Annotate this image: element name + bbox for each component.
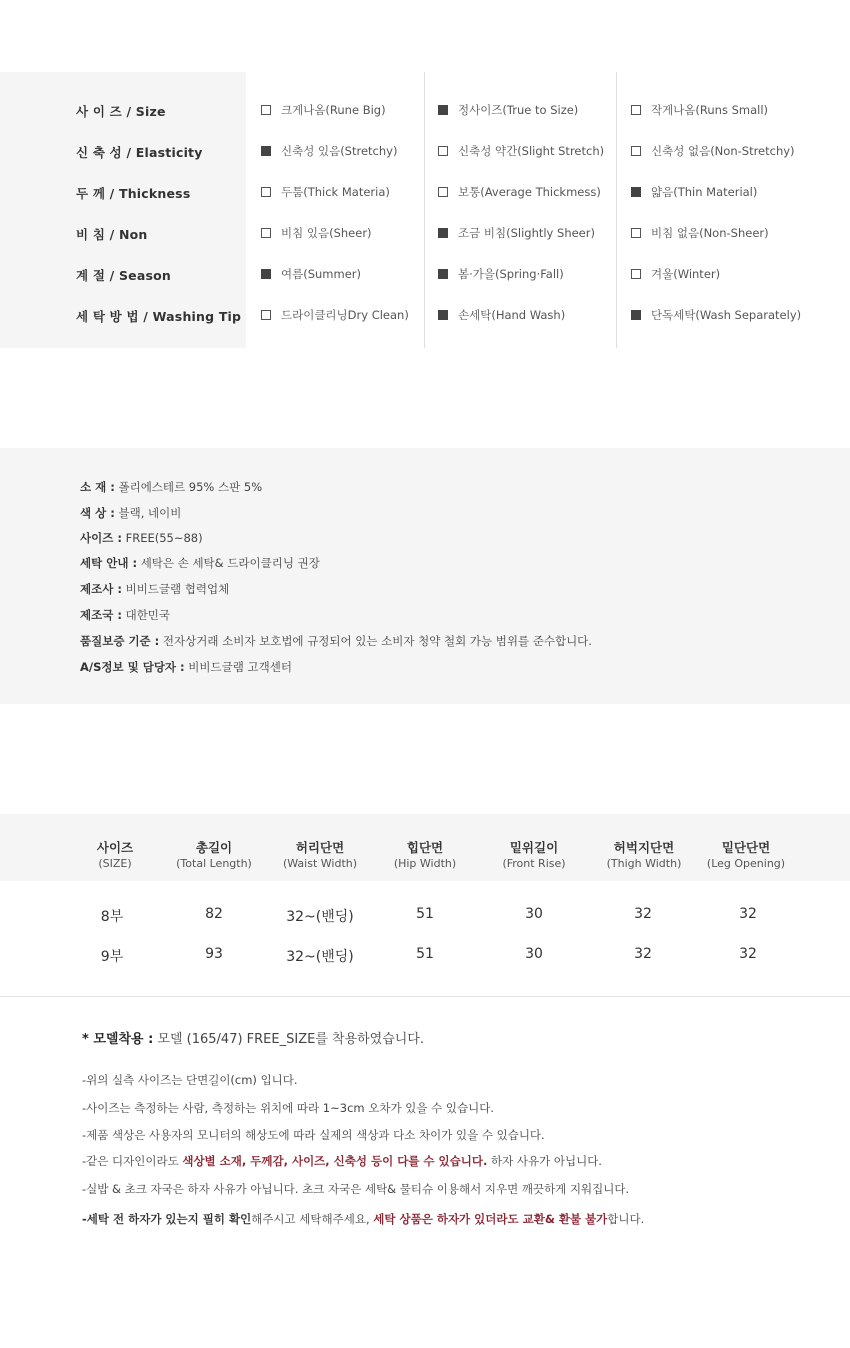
info-key: 세탁 안내 :: [80, 556, 138, 570]
table-cell: 93: [205, 946, 223, 962]
feature-row-thickness: [0, 182, 850, 202]
checkbox-icon: [438, 146, 448, 156]
model-wearing-note: [82, 1028, 424, 1047]
divider: [0, 996, 850, 997]
info-key: 색 상 :: [80, 506, 115, 520]
option-label: 작게나옴(Runs Small): [651, 103, 769, 117]
checkbox-icon: [631, 146, 641, 156]
feature-option: [631, 184, 757, 200]
header-ko: 밑위길이: [509, 840, 559, 855]
feature-option: [438, 102, 578, 118]
info-manufacturer: [80, 581, 229, 597]
checkbox-icon: [261, 269, 271, 279]
checkbox-icon: [631, 187, 641, 197]
info-as-contact: [80, 659, 292, 675]
column-header: [260, 838, 380, 870]
option-label: 단독세탁(Wash Separately): [651, 308, 802, 322]
header-en: (Leg Opening): [706, 857, 786, 870]
table-cell: 8부: [100, 909, 124, 925]
checkbox-icon: [438, 269, 448, 279]
feature-option: [438, 307, 565, 323]
column-header: [474, 838, 594, 870]
note-highlight: 세탁 상품은 하자가 있더라도 교환& 환불 불가: [373, 1212, 608, 1226]
feature-label: 신 축 성 / Elasticity: [76, 145, 203, 160]
table-cell: 32: [739, 946, 757, 962]
info-value: 전자상거래 소비자 보호법에 규정되어 있는 소비자 청약 철회 가능 범위를 준수합니다.: [159, 634, 592, 648]
info-quality-guarantee: [80, 633, 592, 649]
feature-option: [261, 102, 386, 118]
checkbox-icon: [631, 105, 641, 115]
checkbox-icon: [261, 310, 271, 320]
table-row: [0, 946, 850, 966]
feature-row-season: [0, 264, 850, 284]
table-cell: 32: [634, 906, 652, 922]
table-cell: 30: [525, 906, 543, 922]
header-ko: 허리단면: [295, 840, 345, 855]
info-wash-guide: [80, 555, 320, 571]
model-key: * 모델착용 :: [82, 1032, 154, 1047]
info-key: 사이즈 :: [80, 531, 122, 545]
header-ko: 사이즈: [96, 840, 134, 855]
info-value: 비비드글램 고객센터: [184, 660, 292, 674]
info-value: 세탁은 손 세탁& 드라이클리닝 권장: [137, 556, 320, 570]
feature-option: [261, 143, 397, 159]
option-label: 봄·가을(Spring·Fall): [458, 267, 564, 281]
note-bold: -세탁 전 하자가 있는지 필히 확인: [82, 1212, 252, 1226]
checkbox-icon: [438, 187, 448, 197]
feature-option: [261, 266, 361, 282]
note-variation: [82, 1153, 602, 1169]
option-label: 크게나옴(Rune Big): [281, 103, 386, 117]
info-key: 품질보증 기준 :: [80, 634, 160, 648]
info-value: FREE(55~88): [121, 531, 203, 545]
note-text: 하자 사유가 아닙니다.: [487, 1154, 602, 1168]
header-en: (Waist Width): [282, 857, 358, 870]
checkbox-icon: [261, 228, 271, 238]
option-label: 신축성 있음(Stretchy): [281, 144, 398, 158]
feature-option: [631, 225, 769, 241]
size-table-header: [0, 814, 850, 881]
checkbox-icon: [261, 146, 271, 156]
column-header: [686, 838, 806, 870]
feature-option: [438, 184, 601, 200]
checkbox-icon: [438, 228, 448, 238]
checkbox-icon: [261, 187, 271, 197]
note-highlight: 색상별 소재, 두께감, 사이즈, 신축성 등이 다를 수 있습니다.: [182, 1154, 488, 1168]
note-chalk: -실밥 & 초크 자국은 하자 사유가 아닙니다. 초크 자국은 세탁& 물티슈 이용해서 지우면 깨끗하게 지워집니다.: [82, 1182, 630, 1196]
info-key: 소 재 :: [80, 480, 115, 494]
feature-label: 세 탁 방 법 / Washing Tip: [76, 309, 242, 324]
checkbox-icon: [261, 105, 271, 115]
table-cell: 32: [634, 946, 652, 962]
feature-option: [631, 102, 768, 118]
note-text: 합니다.: [607, 1212, 645, 1226]
product-info-box: [0, 448, 850, 704]
table-cell: 32~(밴딩): [286, 909, 354, 925]
table-cell: 32~(밴딩): [286, 949, 354, 965]
checkbox-icon: [631, 310, 641, 320]
info-size: [80, 530, 203, 546]
info-value: 대한민국: [121, 608, 171, 622]
info-country: [80, 607, 170, 623]
option-label: 손세탁(Hand Wash): [458, 308, 566, 322]
checkbox-icon: [438, 105, 448, 115]
checkbox-icon: [438, 310, 448, 320]
feature-option: [438, 143, 604, 159]
feature-label: 비 침 / Non: [76, 227, 148, 242]
feature-option: [631, 143, 795, 159]
checkbox-icon: [631, 269, 641, 279]
note-wash-policy: [82, 1211, 644, 1227]
option-label: 신축성 없음(Non-Stretchy): [651, 144, 795, 158]
feature-option: [631, 266, 720, 282]
feature-label: 두 께 / Thickness: [76, 186, 191, 201]
feature-option: [261, 184, 390, 200]
option-label: 비침 없음(Non-Sheer): [651, 226, 769, 240]
header-ko: 밑단단면: [721, 840, 771, 855]
checkbox-icon: [631, 228, 641, 238]
feature-option: [438, 225, 595, 241]
feature-option: [261, 225, 372, 241]
feature-option: [261, 307, 409, 323]
feature-row-washing: [0, 305, 850, 325]
info-material: [80, 479, 262, 495]
table-cell: 32: [739, 906, 757, 922]
option-label: 두툼(Thick Materia): [281, 185, 390, 199]
feature-row-sheer: [0, 223, 850, 243]
feature-option: [631, 307, 801, 323]
feature-check-table: [0, 72, 850, 348]
header-en: (Front Rise): [502, 857, 566, 870]
feature-row-size: [0, 100, 850, 120]
option-label: 겨울(Winter): [651, 267, 721, 281]
feature-label: 사 이 즈 / Size: [76, 104, 166, 119]
info-key: A/S정보 및 담당자 :: [80, 660, 185, 674]
header-en: (Hip Width): [393, 857, 457, 870]
option-label: 조금 비침(Slightly Sheer): [458, 226, 595, 240]
column-header: [365, 838, 485, 870]
header-ko: 힙단면: [406, 840, 444, 855]
table-cell: 51: [416, 946, 434, 962]
info-key: 제조사 :: [80, 582, 122, 596]
model-value: 모델 (165/47) FREE_SIZE를 착용하였습니다.: [153, 1032, 425, 1047]
table-cell: 30: [525, 946, 543, 962]
info-key: 제조국 :: [80, 608, 122, 622]
table-row: [0, 906, 850, 926]
option-label: 드라이클리닝Dry Clean): [281, 308, 409, 322]
header-en: (Total Length): [176, 857, 252, 870]
table-cell: 82: [205, 906, 223, 922]
feature-row-elasticity: [0, 141, 850, 161]
note-text: 해주시고 세탁해주세요,: [251, 1212, 374, 1226]
option-label: 보통(Average Thickmess): [458, 185, 601, 199]
note-color: -제품 색상은 사용자의 모니터의 해상도에 따라 실제의 색상과 다소 차이가 있을 수 있습니다.: [82, 1128, 545, 1142]
option-label: 정사이즈(True to Size): [458, 103, 579, 117]
info-color: [80, 505, 181, 521]
info-value: 폴리에스테르 95% 스판 5%: [114, 480, 263, 494]
option-label: 얇음(Thin Material): [651, 185, 758, 199]
option-label: 신축성 약간(Slight Stretch): [458, 144, 605, 158]
info-value: 비비드글램 협력업체: [121, 582, 230, 596]
feature-option: [438, 266, 564, 282]
option-label: 비침 있음(Sheer): [281, 226, 372, 240]
header-en: (Thigh Width): [606, 857, 682, 870]
header-en: (SIZE): [98, 857, 132, 870]
option-label: 여름(Summer): [281, 267, 361, 281]
note-text: -같은 디자인이라도: [82, 1154, 183, 1168]
column-header: [154, 838, 274, 870]
header-ko: 총길이: [195, 840, 233, 855]
table-cell: 9부: [100, 949, 124, 965]
note-tolerance: -사이즈는 측정하는 사람, 측정하는 위치에 따라 1~3cm 오차가 있을 수 있습니다.: [82, 1101, 494, 1115]
header-ko: 허벅지단면: [613, 840, 675, 855]
table-cell: 51: [416, 906, 434, 922]
info-value: 블랙, 네이비: [114, 506, 182, 520]
note-measurement: -위의 실측 사이즈는 단면길이(cm) 입니다.: [82, 1073, 298, 1087]
feature-label: 계 절 / Season: [76, 268, 172, 283]
